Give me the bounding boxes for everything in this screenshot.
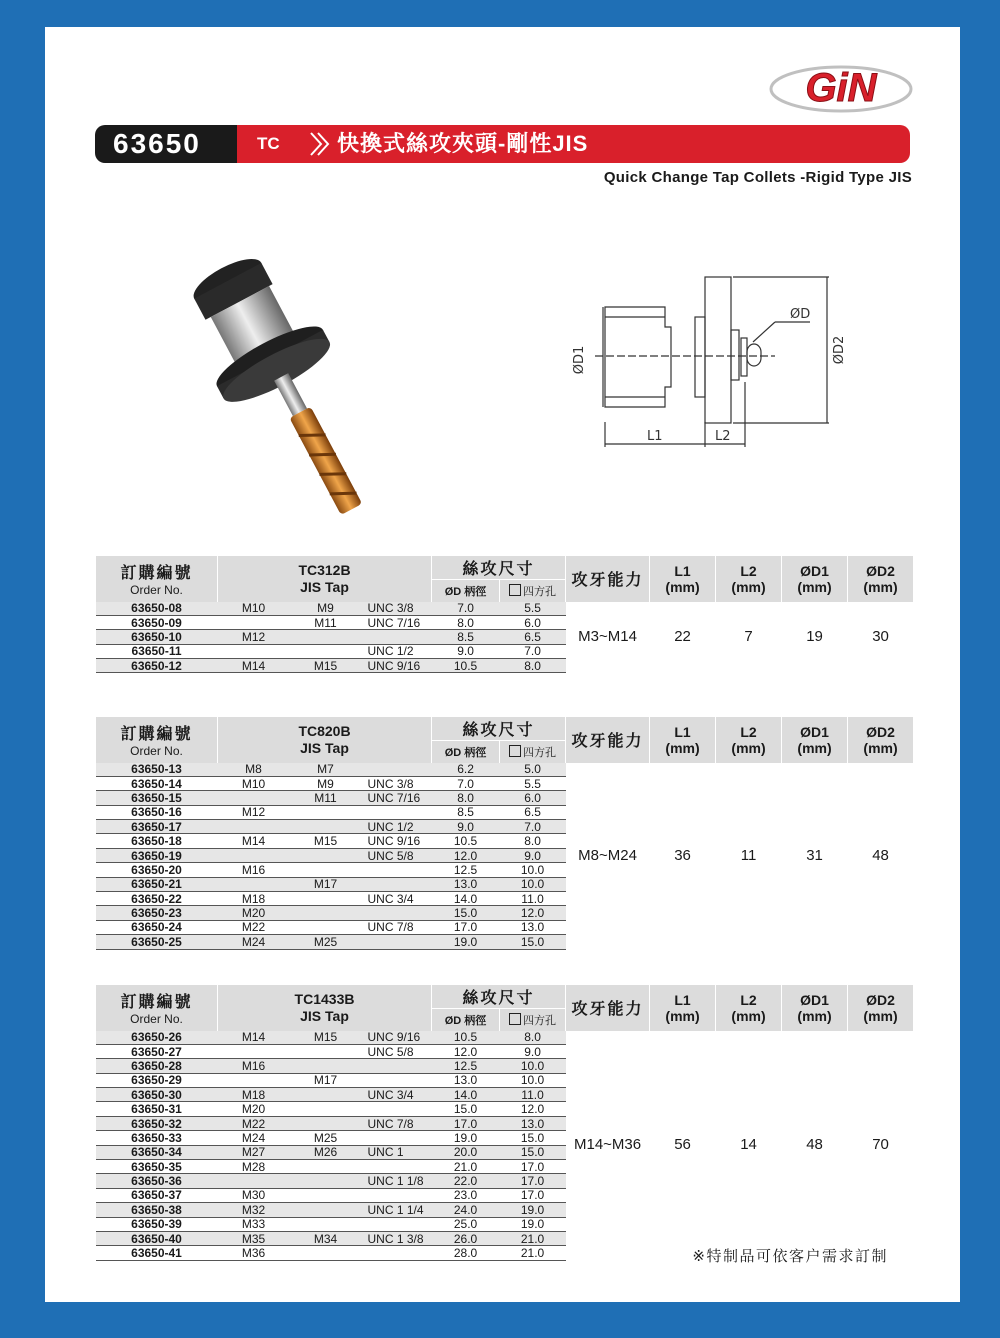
- square-icon: [509, 1013, 521, 1025]
- shank-dia: 17.0: [432, 920, 500, 934]
- order-no: 63650-11: [96, 644, 218, 658]
- square-size: 10.0: [500, 863, 566, 877]
- jis-size: M8: [218, 763, 290, 777]
- header-size: 絲攻尺寸: [432, 717, 566, 741]
- order-no: 63650-08: [96, 602, 218, 616]
- dimension-diagram: [565, 272, 865, 462]
- alt-size: [290, 1059, 362, 1073]
- shank-dia: 13.0: [432, 877, 500, 891]
- logo-text: GiN: [805, 66, 877, 110]
- order-no: 63650-14: [96, 776, 218, 790]
- order-no: 63650-16: [96, 805, 218, 819]
- square-size: 8.0: [500, 1031, 566, 1045]
- shank-dia: 21.0: [432, 1160, 500, 1174]
- alt-size: [290, 1088, 362, 1102]
- unc-size: [362, 763, 432, 777]
- d1-value: 31: [782, 763, 848, 950]
- shank-dia: 6.2: [432, 763, 500, 777]
- capacity-value: M8~M24: [566, 763, 650, 950]
- header-model: TC1433B JIS Tap: [218, 985, 432, 1031]
- order-no: 63650-28: [96, 1059, 218, 1073]
- order-no: 63650-31: [96, 1102, 218, 1116]
- header-capacity: 攻牙能力: [566, 556, 650, 602]
- shank-dia: 23.0: [432, 1188, 500, 1202]
- shank-dia: 12.5: [432, 1059, 500, 1073]
- table-row: [96, 602, 914, 616]
- jis-size: M27: [218, 1145, 290, 1159]
- unc-size: UNC 7/8: [362, 1116, 432, 1130]
- square-size: 17.0: [500, 1160, 566, 1174]
- unc-size: [362, 1217, 432, 1231]
- shank-dia: 25.0: [432, 1217, 500, 1231]
- jis-size: [218, 1044, 290, 1058]
- order-no: 63650-22: [96, 892, 218, 906]
- header-square: 四方孔: [500, 580, 566, 602]
- order-no: 63650-30: [96, 1088, 218, 1102]
- unc-size: UNC 1/2: [362, 820, 432, 834]
- custom-order-note: ※特制品可依客户需求訂制: [692, 1248, 888, 1265]
- header-square: 四方孔: [500, 1009, 566, 1031]
- shank-dia: 15.0: [432, 1102, 500, 1116]
- jis-size: [218, 1174, 290, 1188]
- alt-size: M25: [290, 1131, 362, 1145]
- alt-size: M15: [290, 834, 362, 848]
- shank-dia: 12.5: [432, 863, 500, 877]
- square-size: 6.0: [500, 791, 566, 805]
- header-square: 四方孔: [500, 741, 566, 763]
- d1-value: 19: [782, 602, 848, 673]
- jis-size: M24: [218, 1131, 290, 1145]
- order-no: 63650-33: [96, 1131, 218, 1145]
- square-size: 21.0: [500, 1231, 566, 1245]
- unc-size: [362, 1131, 432, 1145]
- header-l1: L1 (mm): [650, 985, 716, 1031]
- alt-size: [290, 1188, 362, 1202]
- square-size: 17.0: [500, 1174, 566, 1188]
- header-d1: ØD1 (mm): [782, 985, 848, 1031]
- jis-size: [218, 877, 290, 891]
- unc-size: UNC 7/8: [362, 920, 432, 934]
- alt-size: [290, 1044, 362, 1058]
- alt-size: [290, 1102, 362, 1116]
- shank-dia: 8.5: [432, 630, 500, 644]
- square-size: 6.5: [500, 630, 566, 644]
- shank-dia: 15.0: [432, 906, 500, 920]
- header-shank: ØD 柄徑: [432, 741, 500, 763]
- label-d1: ØD1: [572, 345, 587, 375]
- unc-size: [362, 863, 432, 877]
- jis-size: M22: [218, 1116, 290, 1130]
- shank-dia: 19.0: [432, 1131, 500, 1145]
- order-no: 63650-21: [96, 877, 218, 891]
- header-l1: L1 (mm): [650, 717, 716, 763]
- alt-size: [290, 848, 362, 862]
- unc-size: UNC 7/16: [362, 791, 432, 805]
- d2-value: 70: [848, 1031, 914, 1261]
- square-icon: [509, 584, 521, 596]
- chevron-right-icon: [307, 131, 333, 157]
- shank-dia: 22.0: [432, 1174, 500, 1188]
- alt-size: [290, 644, 362, 658]
- jis-size: M10: [218, 776, 290, 790]
- jis-size: [218, 615, 290, 629]
- order-no: 63650-15: [96, 791, 218, 805]
- jis-size: M14: [218, 659, 290, 673]
- square-size: 9.0: [500, 848, 566, 862]
- alt-size: [290, 1116, 362, 1130]
- alt-size: M26: [290, 1145, 362, 1159]
- product-code: 63650: [95, 125, 237, 163]
- table-row: [96, 1031, 914, 1045]
- order-no: 63650-38: [96, 1203, 218, 1217]
- alt-size: M11: [290, 791, 362, 805]
- shank-dia: 10.5: [432, 1031, 500, 1045]
- shank-dia: 10.5: [432, 834, 500, 848]
- alt-size: [290, 820, 362, 834]
- header-capacity: 攻牙能力: [566, 985, 650, 1031]
- l1-value: 56: [650, 1031, 716, 1261]
- square-size: 21.0: [500, 1246, 566, 1260]
- order-no: 63650-29: [96, 1073, 218, 1087]
- order-no: 63650-35: [96, 1160, 218, 1174]
- order-no: 63650-27: [96, 1044, 218, 1058]
- unc-size: UNC 1/2: [362, 644, 432, 658]
- shank-dia: 7.0: [432, 602, 500, 616]
- spec-table-tc1433b: [95, 985, 914, 1261]
- alt-size: [290, 1246, 362, 1260]
- square-size: 8.0: [500, 834, 566, 848]
- product-title-cn: 快換式絲攻夾頭-剛性JIS: [337, 131, 589, 156]
- shank-dia: 8.0: [432, 791, 500, 805]
- jis-size: [218, 644, 290, 658]
- l2-value: 7: [716, 602, 782, 673]
- unc-size: UNC 3/4: [362, 892, 432, 906]
- unc-size: [362, 1059, 432, 1073]
- alt-size: M7: [290, 763, 362, 777]
- alt-size: [290, 1217, 362, 1231]
- unc-size: UNC 9/16: [362, 659, 432, 673]
- alt-size: M9: [290, 776, 362, 790]
- unc-size: [362, 805, 432, 819]
- order-no: 63650-26: [96, 1031, 218, 1045]
- l1-value: 36: [650, 763, 716, 950]
- header-size: 絲攻尺寸: [432, 556, 566, 580]
- square-size: 6.5: [500, 805, 566, 819]
- jis-size: [218, 1073, 290, 1087]
- order-no: 63650-18: [96, 834, 218, 848]
- header-l2: L2 (mm): [716, 556, 782, 602]
- shank-dia: 12.0: [432, 848, 500, 862]
- square-size: 5.0: [500, 763, 566, 777]
- unc-size: UNC 7/16: [362, 615, 432, 629]
- shank-dia: 26.0: [432, 1231, 500, 1245]
- shank-dia: 9.0: [432, 644, 500, 658]
- jis-size: M16: [218, 863, 290, 877]
- order-no: 63650-34: [96, 1145, 218, 1159]
- order-no: 63650-17: [96, 820, 218, 834]
- order-no: 63650-10: [96, 630, 218, 644]
- label-l1: L1: [647, 429, 663, 444]
- header-d1: ØD1 (mm): [782, 556, 848, 602]
- gin-logo: [767, 59, 915, 115]
- header-d2: ØD2 (mm): [848, 717, 914, 763]
- unc-size: UNC 1 1/4: [362, 1203, 432, 1217]
- header-l2: L2 (mm): [716, 985, 782, 1031]
- jis-size: M20: [218, 906, 290, 920]
- alt-size: [290, 920, 362, 934]
- jis-size: M18: [218, 892, 290, 906]
- square-size: 15.0: [500, 1145, 566, 1159]
- alt-size: M9: [290, 602, 362, 616]
- header-order: 訂購編號 Order No.: [96, 985, 218, 1031]
- d1-value: 48: [782, 1031, 848, 1261]
- jis-size: M36: [218, 1246, 290, 1260]
- square-size: 7.0: [500, 644, 566, 658]
- jis-size: M10: [218, 602, 290, 616]
- unc-size: [362, 1188, 432, 1202]
- jis-size: M14: [218, 834, 290, 848]
- unc-size: [362, 935, 432, 949]
- tap-collet-photo: [163, 232, 433, 527]
- unc-size: UNC 3/4: [362, 1088, 432, 1102]
- order-no: 63650-24: [96, 920, 218, 934]
- header-size: 絲攻尺寸: [432, 985, 566, 1009]
- alt-size: [290, 630, 362, 644]
- shank-dia: 10.5: [432, 659, 500, 673]
- unc-size: UNC 1: [362, 1145, 432, 1159]
- header-d1: ØD1 (mm): [782, 717, 848, 763]
- square-size: 15.0: [500, 1131, 566, 1145]
- unc-size: UNC 3/8: [362, 776, 432, 790]
- order-no: 63650-23: [96, 906, 218, 920]
- order-no: 63650-13: [96, 763, 218, 777]
- alt-size: [290, 906, 362, 920]
- header-d2: ØD2 (mm): [848, 556, 914, 602]
- jis-size: M32: [218, 1203, 290, 1217]
- shank-dia: 17.0: [432, 1116, 500, 1130]
- order-no: 63650-20: [96, 863, 218, 877]
- order-no: 63650-37: [96, 1188, 218, 1202]
- l1-value: 22: [650, 602, 716, 673]
- square-size: 8.0: [500, 659, 566, 673]
- alt-size: M11: [290, 615, 362, 629]
- square-size: 5.5: [500, 602, 566, 616]
- shank-dia: 8.5: [432, 805, 500, 819]
- square-size: 19.0: [500, 1203, 566, 1217]
- shank-dia: 14.0: [432, 892, 500, 906]
- square-size: 12.0: [500, 1102, 566, 1116]
- unc-size: [362, 1246, 432, 1260]
- jis-size: M30: [218, 1188, 290, 1202]
- jis-size: M20: [218, 1102, 290, 1116]
- jis-size: M18: [218, 1088, 290, 1102]
- shank-dia: 24.0: [432, 1203, 500, 1217]
- unc-size: [362, 906, 432, 920]
- unc-size: UNC 1 3/8: [362, 1231, 432, 1245]
- header-l1: L1 (mm): [650, 556, 716, 602]
- unc-size: [362, 1160, 432, 1174]
- alt-size: [290, 1160, 362, 1174]
- jis-size: M12: [218, 805, 290, 819]
- order-no: 63650-36: [96, 1174, 218, 1188]
- alt-size: M25: [290, 935, 362, 949]
- jis-size: M24: [218, 935, 290, 949]
- square-size: 11.0: [500, 1088, 566, 1102]
- unc-size: UNC 1 1/8: [362, 1174, 432, 1188]
- unc-size: UNC 5/8: [362, 848, 432, 862]
- alt-size: [290, 1203, 362, 1217]
- unc-size: UNC 3/8: [362, 602, 432, 616]
- title-banner: [95, 125, 910, 163]
- spec-table-tc820b: [95, 717, 914, 950]
- alt-size: M15: [290, 659, 362, 673]
- header-model: TC820B JIS Tap: [218, 717, 432, 763]
- product-title-en: Quick Change Tap Collets -Rigid Type JIS: [603, 169, 912, 186]
- square-size: 10.0: [500, 1059, 566, 1073]
- product-type: TC: [257, 134, 280, 153]
- alt-size: [290, 892, 362, 906]
- header-capacity: 攻牙能力: [566, 717, 650, 763]
- catalog-page: [45, 27, 960, 1302]
- order-no: 63650-41: [96, 1246, 218, 1260]
- shank-dia: 12.0: [432, 1044, 500, 1058]
- square-size: 10.0: [500, 877, 566, 891]
- alt-size: [290, 805, 362, 819]
- header-shank: ØD 柄徑: [432, 580, 500, 602]
- shank-dia: 13.0: [432, 1073, 500, 1087]
- unc-size: [362, 1102, 432, 1116]
- unc-size: UNC 5/8: [362, 1044, 432, 1058]
- square-size: 7.0: [500, 820, 566, 834]
- header-order: 訂購編號 Order No.: [96, 717, 218, 763]
- unc-size: [362, 1073, 432, 1087]
- order-no: 63650-40: [96, 1231, 218, 1245]
- spec-table-tc312b: [95, 556, 914, 673]
- d2-value: 48: [848, 763, 914, 950]
- jis-size: M22: [218, 920, 290, 934]
- d2-value: 30: [848, 602, 914, 673]
- alt-size: [290, 863, 362, 877]
- jis-size: [218, 848, 290, 862]
- square-size: 9.0: [500, 1044, 566, 1058]
- alt-size: M17: [290, 877, 362, 891]
- square-size: 17.0: [500, 1188, 566, 1202]
- square-size: 12.0: [500, 906, 566, 920]
- shank-dia: 9.0: [432, 820, 500, 834]
- alt-size: M15: [290, 1031, 362, 1045]
- alt-size: M34: [290, 1231, 362, 1245]
- square-size: 11.0: [500, 892, 566, 906]
- square-icon: [509, 745, 521, 757]
- square-size: 6.0: [500, 615, 566, 629]
- header-model: TC312B JIS Tap: [218, 556, 432, 602]
- l2-value: 11: [716, 763, 782, 950]
- shank-dia: 19.0: [432, 935, 500, 949]
- jis-size: M35: [218, 1231, 290, 1245]
- order-no: 63650-25: [96, 935, 218, 949]
- order-no: 63650-12: [96, 659, 218, 673]
- jis-size: [218, 791, 290, 805]
- unc-size: [362, 630, 432, 644]
- label-l2: L2: [715, 429, 731, 444]
- order-no: 63650-32: [96, 1116, 218, 1130]
- unc-size: [362, 877, 432, 891]
- header-d2: ØD2 (mm): [848, 985, 914, 1031]
- alt-size: [290, 1174, 362, 1188]
- label-d: ØD: [790, 307, 811, 322]
- shank-dia: 14.0: [432, 1088, 500, 1102]
- header-shank: ØD 柄徑: [432, 1009, 500, 1031]
- capacity-value: M14~M36: [566, 1031, 650, 1261]
- shank-dia: 8.0: [432, 615, 500, 629]
- square-size: 13.0: [500, 920, 566, 934]
- unc-size: UNC 9/16: [362, 1031, 432, 1045]
- jis-size: M14: [218, 1031, 290, 1045]
- capacity-value: M3~M14: [566, 602, 650, 673]
- shank-dia: 7.0: [432, 776, 500, 790]
- unc-size: UNC 9/16: [362, 834, 432, 848]
- order-no: 63650-19: [96, 848, 218, 862]
- jis-size: M33: [218, 1217, 290, 1231]
- order-no: 63650-39: [96, 1217, 218, 1231]
- header-order: 訂購編號 Order No.: [96, 556, 218, 602]
- order-no: 63650-09: [96, 615, 218, 629]
- alt-size: M17: [290, 1073, 362, 1087]
- jis-size: [218, 820, 290, 834]
- square-size: 10.0: [500, 1073, 566, 1087]
- square-size: 19.0: [500, 1217, 566, 1231]
- label-d2: ØD2: [832, 335, 847, 365]
- header-l2: L2 (mm): [716, 717, 782, 763]
- square-size: 5.5: [500, 776, 566, 790]
- jis-size: M28: [218, 1160, 290, 1174]
- shank-dia: 28.0: [432, 1246, 500, 1260]
- square-size: 13.0: [500, 1116, 566, 1130]
- shank-dia: 20.0: [432, 1145, 500, 1159]
- table-row: [96, 763, 914, 777]
- jis-size: M12: [218, 630, 290, 644]
- l2-value: 14: [716, 1031, 782, 1261]
- jis-size: M16: [218, 1059, 290, 1073]
- square-size: 15.0: [500, 935, 566, 949]
